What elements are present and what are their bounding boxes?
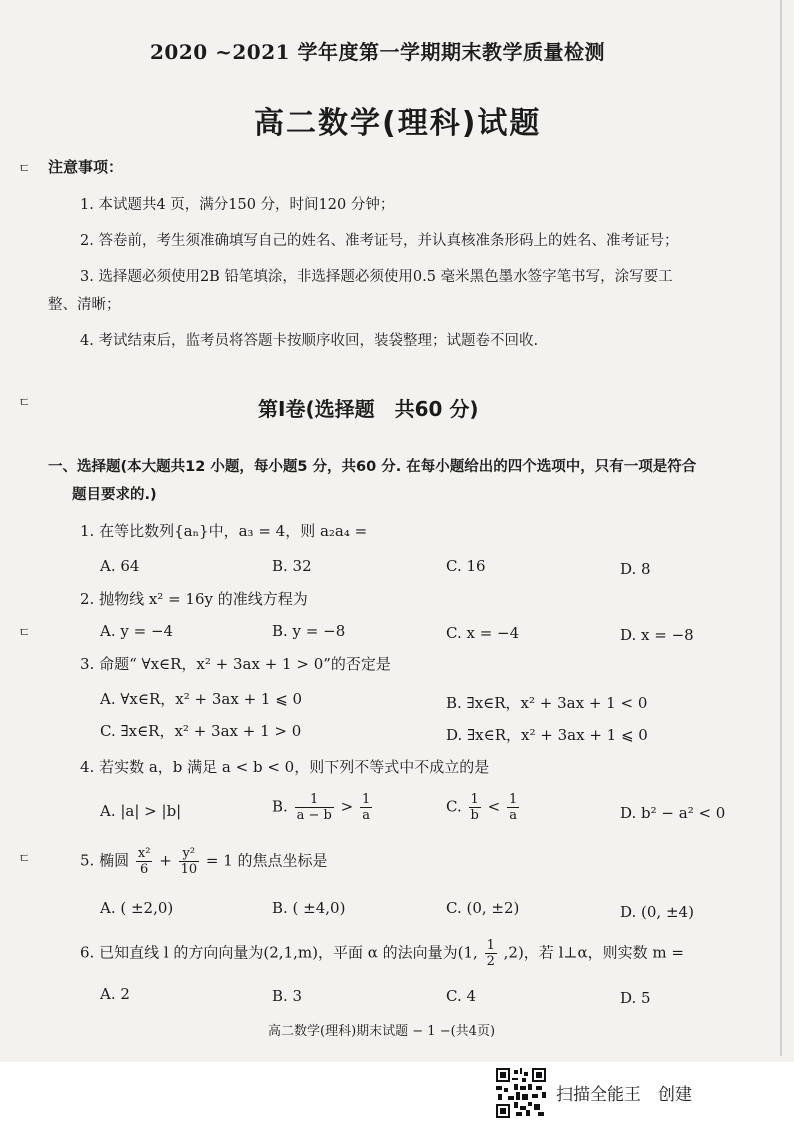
question-2-option-d[interactable]: D. x = −8 [620, 626, 694, 644]
margin-mark: ㄷ [18, 852, 31, 867]
fraction-one-half: $\frac{1}{2}$ [486, 938, 495, 969]
question-5-stem: 5. 椭圆 $\frac{\text{x²}}{6}$ + $\frac{\text{y²}}{10}$ = 1 的焦点坐标是 [80, 846, 328, 877]
section-instructions-line1: 一、选择题(本大题共12 小题，每小题5 分，共60 分. 在每小题给出的四个选项中，只有一项是符合 [48, 459, 697, 475]
question-4-option-b[interactable]: B. $\frac{1}{a - b}$ > $\frac{1}{a}$ [272, 792, 371, 823]
question-3-stem: 3. 命题“ ∀x∈R，x² + 3ax + 1 > 0”的否定是 [80, 655, 391, 673]
question-1-option-d[interactable]: D. 8 [620, 560, 651, 578]
fraction-x2-6: $\frac{\text{x²}}{6}$ [137, 846, 151, 877]
scanner-watermark-label: 扫描全能王 创建 [556, 1085, 692, 1105]
margin-mark: ㄷ [18, 162, 31, 177]
question-5-option-d[interactable]: D. (0, ±4) [620, 903, 694, 921]
fraction-y2-10: $\frac{\text{y²}}{10}$ [180, 846, 198, 877]
notice-item-2: 2. 答卷前，考生须准确填写自己的姓名、准考证号，并认真核准条形码上的姓名、准考证号； [80, 233, 679, 249]
margin-mark: ㄷ [18, 626, 31, 641]
option-b-letter: B. [272, 797, 288, 816]
question-1-stem: 1. 在等比数列{aₙ}中，a₃ = 4，则 a₂a₄ = [80, 522, 368, 540]
question-2-option-a[interactable]: A. y = −4 [100, 622, 174, 640]
notice-item-1: 1. 本试题共4 页，满分150 分，时间120 分钟； [80, 197, 395, 213]
question-4-option-c[interactable]: C. $\frac{1}{b}$ < $\frac{1}{a}$ [446, 792, 518, 823]
exam-title: 高二数学(理科)试题 [254, 106, 542, 141]
question-5-option-b[interactable]: B. ( ±4,0) [272, 899, 346, 917]
section-instructions-line2: 题目要求的.) [72, 487, 157, 503]
question-3-option-b[interactable]: B. ∃x∈R，x² + 3ax + 1 < 0 [446, 694, 648, 712]
notice-item-3: 3. 选择题必须使用2B 铅笔填涂，非选择题必须使用0.5 毫米黑色墨水签字笔书写，涂写要工 [80, 269, 673, 285]
question-5-option-c[interactable]: C. (0, ±2) [446, 899, 520, 917]
notice-heading: 注意事项： [48, 158, 124, 176]
qr-code-icon [496, 1068, 546, 1118]
question-2-stem: 2. 抛物线 x² = 16y 的准线方程为 [80, 590, 308, 608]
question-3-option-d[interactable]: D. ∃x∈R，x² + 3ax + 1 ⩽ 0 [446, 726, 648, 744]
notice-item-4: 4. 考试结束后，监考员将答题卡按顺序收回，装袋整理；试题卷不回收. [80, 333, 539, 349]
question-1-option-a[interactable]: A. 64 [100, 557, 140, 575]
exam-header: 2020 ~2021 学年度第一学期期末教学质量检测 [150, 40, 606, 64]
question-2-option-c[interactable]: C. x = −4 [446, 624, 520, 642]
question-1-option-b[interactable]: B. 32 [272, 557, 312, 575]
question-1-option-c[interactable]: C. 16 [446, 557, 486, 575]
question-4-option-d[interactable]: D. b² − a² < 0 [620, 804, 726, 822]
question-2-option-b[interactable]: B. y = −8 [272, 622, 346, 640]
page-footer: 高二数学(理科)期末试题 − 1 −(共4页) [268, 1024, 496, 1039]
question-4-option-a[interactable]: A. |a| > |b| [100, 802, 182, 820]
section-title: 第Ⅰ卷(选择题 共60 分) [258, 397, 479, 421]
fraction-left: $\frac{1}{a - b}$ [296, 792, 332, 823]
question-4-stem: 4. 若实数 a，b 满足 a < b < 0，则下列不等式中不成立的是 [80, 758, 490, 776]
fraction-right: $\frac{1}{a}$ [361, 792, 371, 823]
notice-item-3-cont: 整、清晰； [48, 297, 121, 313]
question-5-option-a[interactable]: A. ( ±2,0) [100, 899, 174, 917]
question-6-option-b[interactable]: B. 3 [272, 987, 303, 1005]
question-6-option-c[interactable]: C. 4 [446, 987, 477, 1005]
fraction-left: $\frac{1}{b}$ [470, 792, 479, 823]
option-c-letter: C. [446, 797, 462, 816]
question-6-option-a[interactable]: A. 2 [100, 985, 130, 1003]
question-6-stem: 6. 已知直线 l 的方向向量为(2,1,m)，平面 α 的法向量为(1, $\frac{1}{2}$ ,2)，若 l⊥α，则实数 m = [80, 938, 684, 969]
question-3-option-c[interactable]: C. ∃x∈R，x² + 3ax + 1 > 0 [100, 722, 302, 740]
margin-mark: ㄷ [18, 396, 31, 411]
question-6-option-d[interactable]: D. 5 [620, 989, 651, 1007]
question-3-option-a[interactable]: A. ∀x∈R，x² + 3ax + 1 ⩽ 0 [100, 690, 303, 708]
fraction-right: $\frac{1}{a}$ [508, 792, 518, 823]
